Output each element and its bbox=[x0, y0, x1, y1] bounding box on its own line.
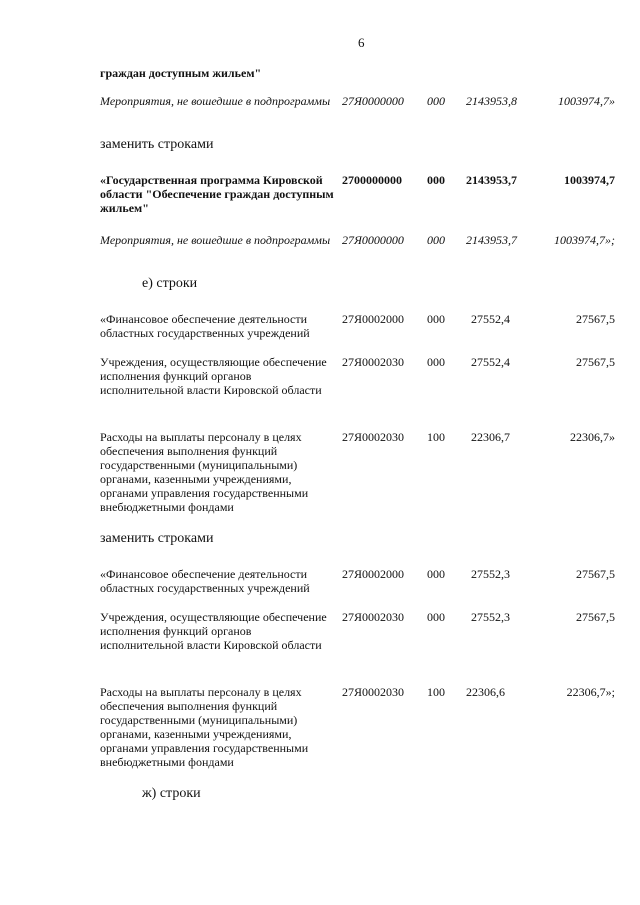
row-description: «Финансовое обеспечение деятельности областных государственных учреждений bbox=[100, 312, 310, 340]
row-sum-2: 27567,5 bbox=[576, 610, 615, 624]
row-sum-2: 1003974,7»; bbox=[554, 233, 615, 247]
row-kvr: 000 bbox=[427, 173, 445, 187]
row-sum-1: 2143953,7 bbox=[466, 173, 517, 187]
row-description: Расходы на выплаты персоналу в целях обеспечения выполнения функций государственными (муниципальными) органами, казенными учреждениями, органами управления государственными внебюджетными фондами bbox=[100, 685, 309, 769]
row-code: 27Я0002030 bbox=[342, 685, 405, 699]
row-kvr: 000 bbox=[427, 233, 445, 247]
row-description: Учреждения, осуществляющие обеспечение исполнения функций органов исполнительной власти Кировской области bbox=[100, 355, 327, 397]
row-description: Мероприятия, не вошедшие в подпрограммы bbox=[100, 94, 331, 108]
section-heading: е) строки bbox=[142, 276, 198, 291]
row-description: Мероприятия, не вошедшие в подпрограммы bbox=[100, 233, 331, 247]
row-sum-2: 22306,7»; bbox=[566, 685, 615, 699]
row-sum-2: 27567,5 bbox=[576, 312, 615, 326]
row-code: 27Я0002000 bbox=[342, 312, 405, 326]
row-sum-1: 27552,3 bbox=[471, 610, 510, 624]
row-kvr: 000 bbox=[427, 312, 445, 326]
row-sum-1: 22306,6 bbox=[466, 685, 505, 699]
row-sum-2: 27567,5 bbox=[576, 355, 615, 369]
page-number: 6 bbox=[358, 35, 365, 50]
row-kvr: 000 bbox=[427, 567, 445, 581]
row-kvr: 100 bbox=[427, 685, 445, 699]
row-description: Учреждения, осуществляющие обеспечение исполнения функций органов исполнительной власти Кировской области bbox=[100, 610, 327, 652]
row-sum-2: 1003974,7 bbox=[564, 173, 615, 187]
section-heading: ж) строки bbox=[142, 786, 201, 801]
replace-heading: заменить строками bbox=[100, 531, 214, 546]
row-sum-2: 22306,7» bbox=[570, 430, 615, 444]
row-code: 27Я0000000 bbox=[342, 94, 404, 108]
row-kvr: 000 bbox=[427, 610, 445, 624]
row-kvr: 000 bbox=[427, 94, 445, 108]
row-kvr: 100 bbox=[427, 430, 445, 444]
row-code: 2700000000 bbox=[342, 173, 402, 187]
row-sum-2: 27567,5 bbox=[576, 567, 615, 581]
row-description: «Финансовое обеспечение деятельности областных государственных учреждений bbox=[100, 567, 310, 595]
row-code: 27Я0002030 bbox=[342, 355, 405, 369]
row-code: 27Я0000000 bbox=[342, 233, 404, 247]
row-code: 27Я0002030 bbox=[342, 610, 405, 624]
continuation-text: граждан доступным жильем" bbox=[100, 66, 262, 80]
row-sum-1: 27552,4 bbox=[471, 312, 510, 326]
row-sum-1: 2143953,7 bbox=[466, 233, 517, 247]
row-kvr: 000 bbox=[427, 355, 445, 369]
row-sum-2: 1003974,7» bbox=[558, 94, 615, 108]
row-sum-1: 22306,7 bbox=[471, 430, 510, 444]
row-description: «Государственная программа Кировской области "Обеспечение граждан доступным жильем" bbox=[100, 173, 334, 215]
row-sum-1: 27552,3 bbox=[471, 567, 510, 581]
replace-heading: заменить строками bbox=[100, 137, 214, 152]
row-description: Расходы на выплаты персоналу в целях обеспечения выполнения функций государственными (муниципальными) органами, казенными учреждениями, органами управления государственными внебюджетными фондами bbox=[100, 430, 309, 514]
row-code: 27Я0002030 bbox=[342, 430, 405, 444]
row-sum-1: 2143953,8 bbox=[466, 94, 517, 108]
row-sum-1: 27552,4 bbox=[471, 355, 510, 369]
row-code: 27Я0002000 bbox=[342, 567, 405, 581]
